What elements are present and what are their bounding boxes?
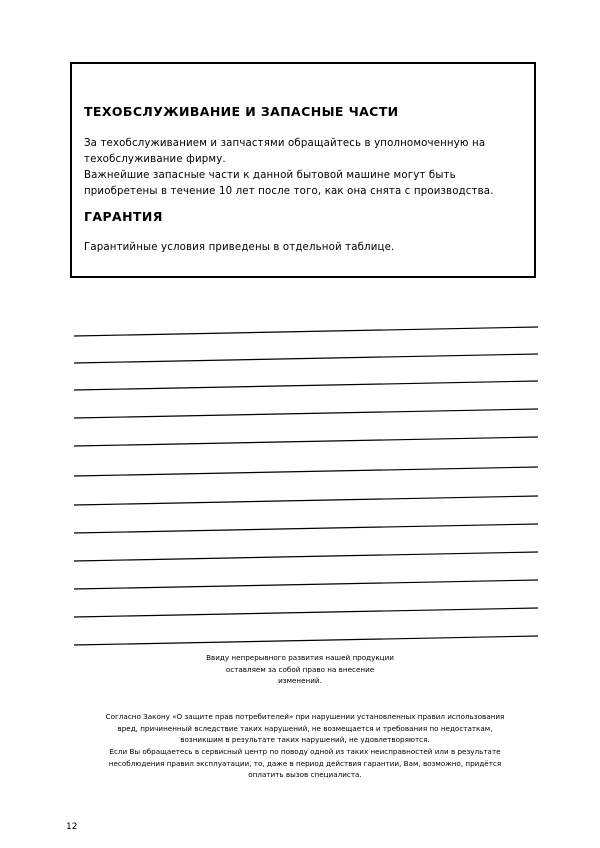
note-line: несоблюдения правил эксплуатации, то, даже в период действия гарантии, Вам, возможно, придётся [108,758,502,768]
note-line: возникшим в результате таких нарушений, не удовлетворяются. [180,735,430,744]
note-line: оплатить вызов специалиста. [248,770,362,779]
note-line: изменений. [278,676,322,685]
warranty-text: Гарантийные условия приведены в отдельной таблице. [84,242,395,253]
consumer-law-note [70,711,540,746]
ruled-line [74,381,538,390]
ruled-line [74,409,538,418]
service-line: За техобслуживанием и запчастями обращайтесь в уполномоченную на [84,138,486,149]
ruled-line [74,496,538,505]
ruled-line [74,467,538,476]
heading-service-parts: ТЕХОБСЛУЖИВАНИЕ И ЗАПАСНЫЕ ЧАСТИ [84,104,399,119]
ruled-line [74,636,538,645]
ruled-line [74,552,538,561]
service-line: Важнейшие запасные части к данной бытовой машине могут быть [84,170,456,181]
note-line: Если Вы обращаетесь в сервисный центр по поводу одной из таких неисправностей или в результате [109,747,501,756]
service-line: приобретены в течение 10 лет после того, как она снята с производства. [84,186,494,197]
service-center-note [70,746,540,781]
ruled-line [74,608,538,617]
page-number: 12 [66,822,78,832]
note-line: Согласно Закону «О защите прав потребителей» при нарушении установленных правил использования [105,712,505,721]
ruled-line [74,437,538,446]
note-line: вред, причиненный вследствие таких нарушений, не возмещается и требования по недостаткам, [117,723,493,733]
ruled-line [74,327,538,336]
ruled-line [74,524,538,533]
service-line: техобслуживание фирму. [84,154,226,165]
development-note [190,652,410,687]
note-line: оставляем за собой право на внесение [225,664,375,674]
heading-warranty: ГАРАНТИЯ [84,209,163,224]
ruled-line [74,580,538,589]
note-line: Ввиду непрерывного развития нашей продукции [206,653,394,662]
ruled-line [74,354,538,363]
